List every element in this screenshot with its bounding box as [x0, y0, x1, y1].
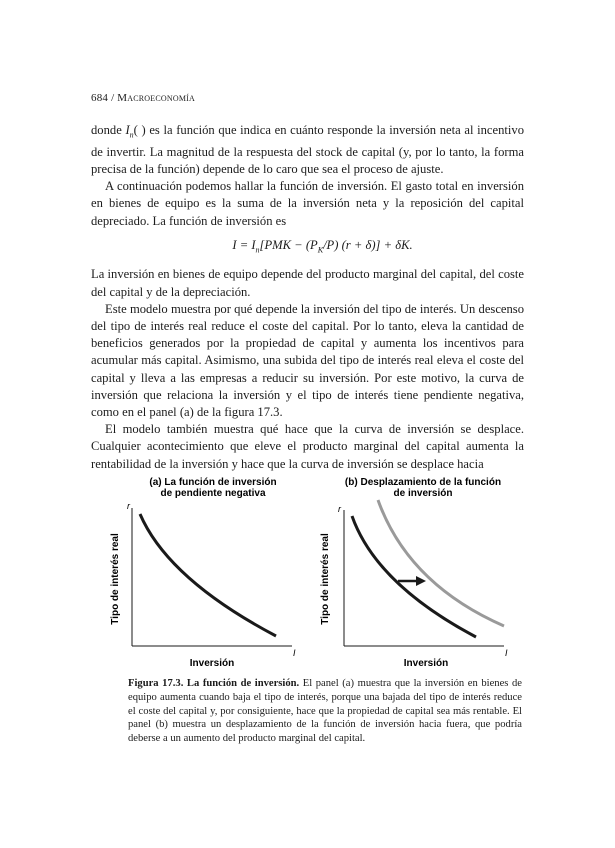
panel-b-shifted-curve — [378, 500, 504, 626]
panel-a-y-label: Tipo de interés real — [110, 533, 121, 625]
panel-b-x-symbol: I — [505, 648, 508, 658]
panel-a-y-symbol: r — [127, 501, 130, 511]
panel-b-original-curve — [352, 516, 476, 637]
caption-text: El panel (a) muestra que la inversión en bienes de equipo aumenta cuando baja el tipo de interés, porque una bajada del tipo de interés reduce el coste del capital y, por consiguiente, hace que la propiedad de capital sea más rentable. El panel (b) muestra un desplazamiento de la función de inversión hacia fuera, que podría deberse a un aumento del producto marginal del capital. — [128, 678, 523, 745]
paragraph-3: La inversión en bienes de equipo depende del producto marginal del capital, del coste del capital y de la depreciación. — [91, 267, 524, 299]
panel-b — [320, 477, 508, 669]
panel-a-x-symbol: I — [293, 648, 296, 658]
header-separator: / — [111, 92, 115, 104]
panel-a-title-line1: (a) La función de inversión — [149, 477, 277, 488]
page-number: 684 — [91, 92, 109, 104]
panel-a-investment-curve — [140, 514, 276, 636]
panel-a-title-line2: de pendiente negativa — [160, 488, 266, 499]
investment-equation: $I = I_n[PMK - (P_K/P) (r + \delta)] + \delta K$. — [232, 237, 413, 255]
body-text — [91, 122, 524, 473]
panel-b-y-symbol: r — [338, 504, 341, 514]
book-title: Macroeconomía — [117, 92, 195, 104]
paragraph-2: A continuación podemos hallar la función de inversión. El gasto total en inversión en bienes de equipo es la suma de la inversión neta y la reposición del capital depreciado. La función de inversión es — [91, 179, 524, 228]
figure-caption — [128, 677, 522, 746]
panel-a — [110, 477, 296, 669]
panel-b-title-line2: de inversión — [393, 488, 453, 499]
panel-a-x-label: Inversión — [189, 658, 235, 669]
shift-arrow-icon — [416, 576, 426, 586]
figure-17-3 — [108, 474, 518, 674]
panel-b-y-label: Tipo de interés real — [320, 533, 331, 625]
caption-label: Figura 17.3. La función de inversión. — [128, 678, 300, 689]
panel-b-x-label: Inversión — [403, 658, 449, 669]
paragraph-1: donde $I_n$( ) es la función que indica en cuánto responde la inversión neta al incentivo de invertir. La magnitud de la respuesta del stock de capital (y, por lo tanto, la forma precisa de la función) depende de lo caro que sea el proceso de ajuste. — [91, 123, 524, 176]
paragraph-5: El modelo también muestra qué hace que la curva de inversión se desplace. Cualquier acontecimiento que eleve el producto marginal del capital aumenta la rentabilidad de la inversión y hace que la curva de inversión se desplace hacia — [91, 422, 524, 471]
panel-b-title-line1: (b) Desplazamiento de la función — [344, 477, 502, 488]
running-header — [91, 92, 195, 104]
paragraph-4: Este modelo muestra por qué depende la inversión del tipo de interés. Un descenso del tipo de interés real reduce el coste del capital. Por lo tanto, eleva la cantidad de beneficios generados por la propiedad de capital y aumenta los incentivos para acumular más capital. Asimismo, una subida del tipo de interés real eleva el coste del capital y lleva a las empresas a reducir su inversión. Por este motivo, la curva de inversión que relaciona la inversión y el tipo de interés tiene pendiente negativa, como en el panel (a) de la figura 17.3. — [91, 301, 524, 420]
